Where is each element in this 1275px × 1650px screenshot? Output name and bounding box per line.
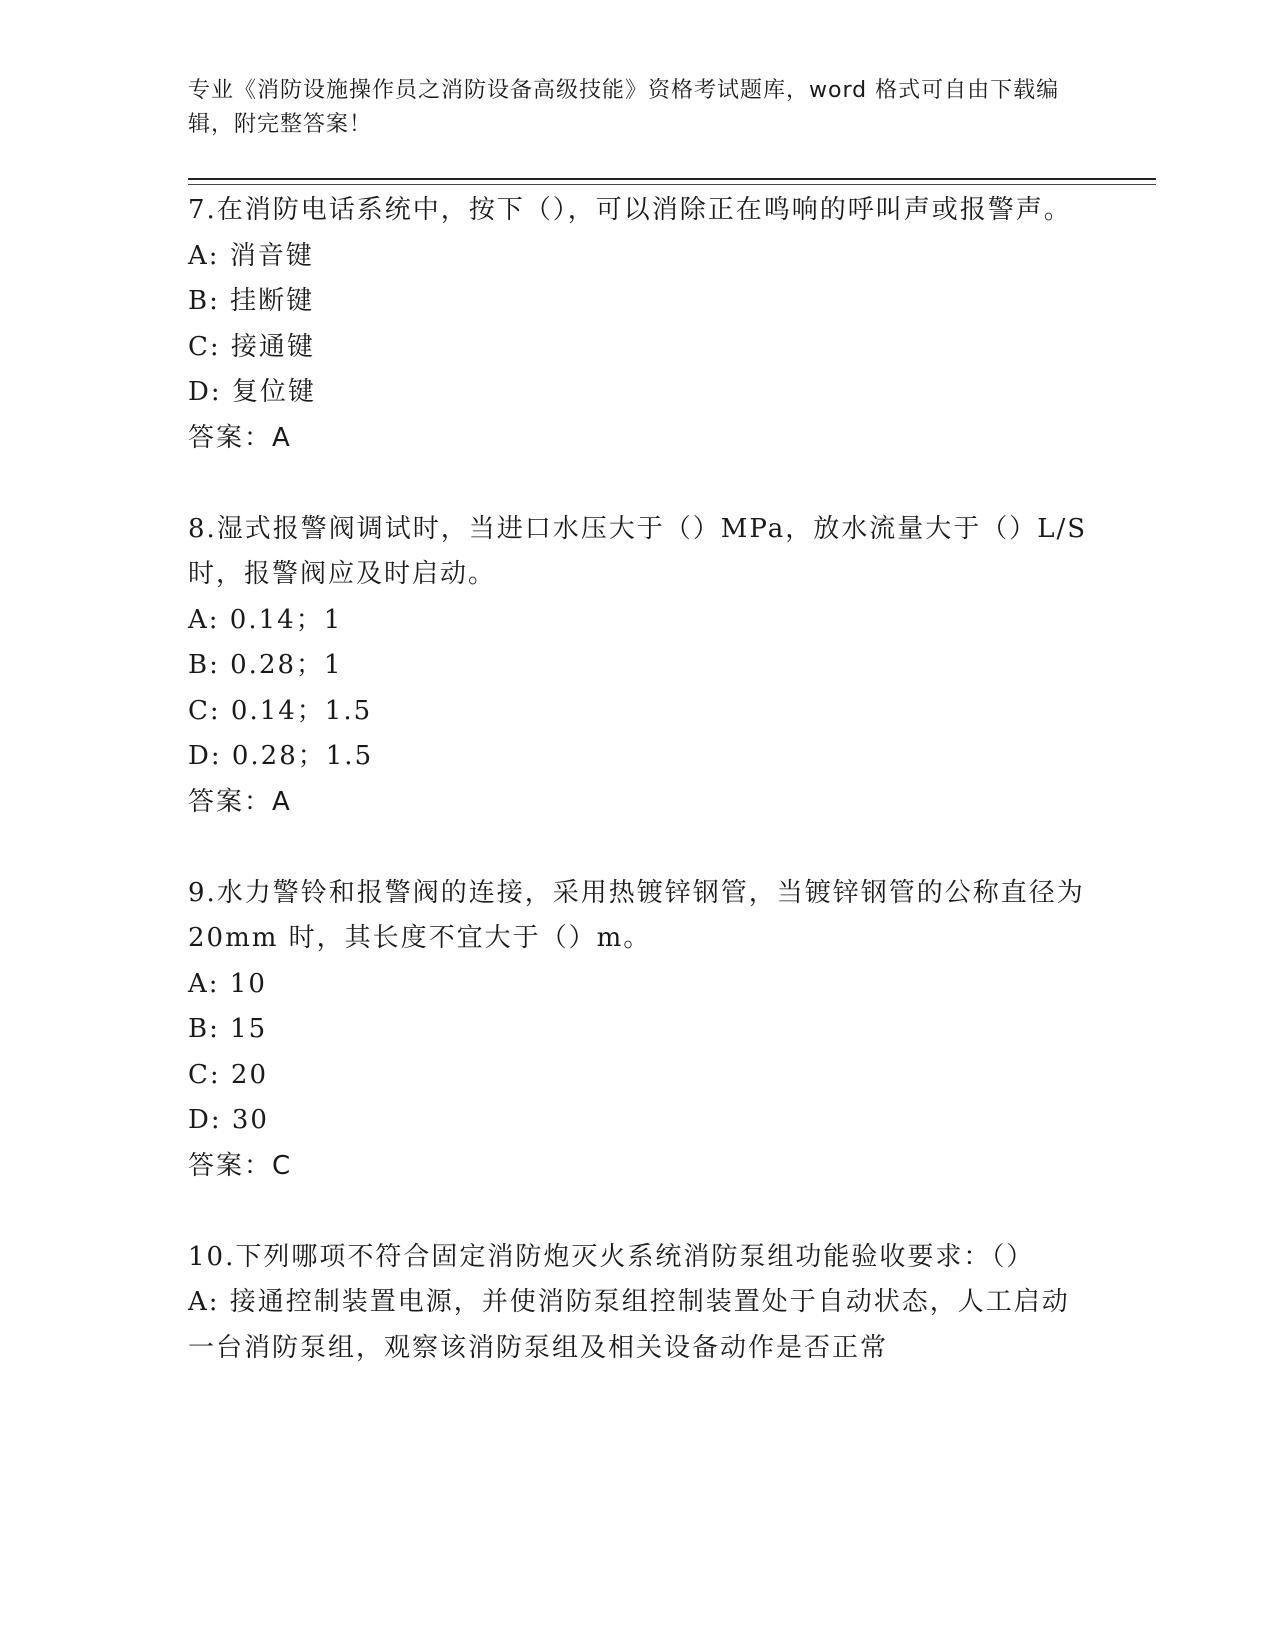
document-header: 专业《消防设施操作员之消防设备高级技能》资格考试题库，word 格式可自由下载编辑，附完整答案！ [188, 78, 1060, 137]
option-d: D: 30 [188, 1105, 269, 1135]
option-a: A: 接通控制装置电源，并使消防泵组控制装置处于自动状态，人工启动一台消防泵组，观察该消防泵组及相关设备动作是否正常 [188, 1287, 1070, 1363]
question-stem: 10.下列哪项不符合固定消防炮灭火系统消防泵组功能验收要求：（） [188, 1241, 1035, 1272]
question-list [188, 188, 1088, 1417]
question-stem: 8.湿式报警阀调试时，当进口水压大于（）MPa，放水流量大于（）L/S 时，报警阀应及时启动。 [188, 513, 1088, 589]
option-c: C: 接通键 [188, 331, 315, 362]
question-7 [188, 188, 1088, 461]
question-stem: 7.在消防电话系统中，按下（），可以消除正在鸣响的呼叫声或报警声。 [188, 195, 1072, 225]
option-c: C: 0.14；1.5 [188, 695, 373, 726]
question-10 [188, 1235, 1088, 1372]
option-a: A: 0.14；1 [188, 604, 343, 635]
option-c: C: 20 [188, 1059, 269, 1090]
header-rule-thin [188, 184, 1156, 185]
answer-line: 答案：A [188, 422, 292, 453]
question-9 [188, 871, 1088, 1190]
option-d: D: 复位键 [188, 377, 316, 407]
answer-line: 答案：C [188, 1150, 293, 1181]
question-stem: 9.水力警铃和报警阀的连接，采用热镀锌钢管，当镀锌钢管的公称直径为 20mm 时，其长度不宜大于（）m。 [188, 877, 1085, 953]
option-b: B: 挂断键 [188, 286, 315, 316]
header-rule-thick [188, 178, 1156, 180]
option-b: B: 15 [188, 1014, 268, 1044]
answer-line: 答案：A [188, 786, 292, 817]
option-b: B: 0.28；1 [188, 650, 343, 680]
option-a: A: 消音键 [188, 240, 314, 271]
option-d: D: 0.28；1.5 [188, 741, 374, 771]
question-8 [188, 507, 1088, 826]
option-a: A: 10 [188, 968, 267, 999]
